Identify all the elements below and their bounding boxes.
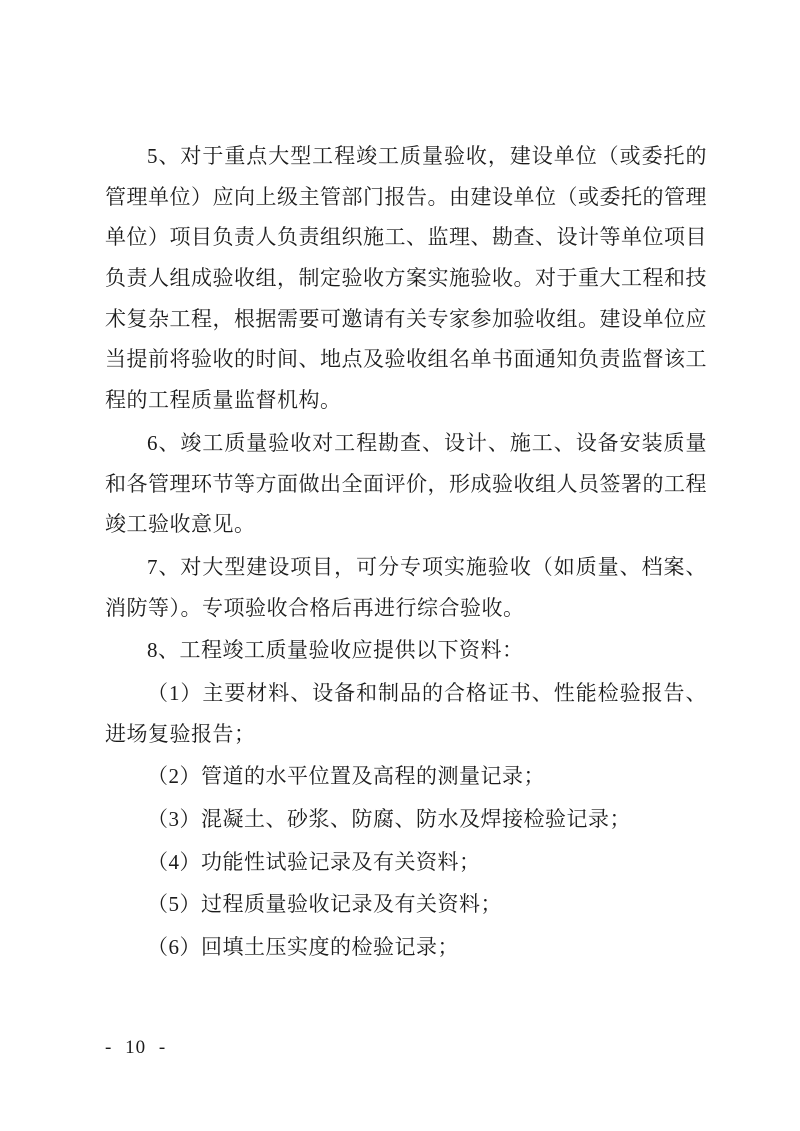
- page-number: - 10 -: [105, 1037, 167, 1058]
- text-line: 负责人组成验收组，制定验收方案实施验收。对于重大工程和技: [105, 266, 707, 291]
- text-line: 6、竣工质量验收对工程勘查、设计、施工、设备安装质量: [147, 430, 707, 455]
- paragraph-subitem-2: [105, 756, 707, 797]
- paragraph-subitem-1: [105, 673, 707, 754]
- paragraph-item-5: [105, 136, 707, 421]
- text-line: 程的工程质量监督机构。: [105, 388, 342, 413]
- text-line: 当提前将验收的时间、地点及验收组名单书面通知负责监督该工: [105, 347, 707, 372]
- document-content: [105, 136, 707, 968]
- text-line: 竣工验收意见。: [105, 512, 256, 537]
- text-line: 术复杂工程，根据需要可邀请有关专家参加验收组。建设单位应: [105, 306, 707, 331]
- text-line: （2）管道的水平位置及高程的测量记录；: [147, 764, 545, 789]
- text-line: （6）回填土压实度的检验记录；: [147, 935, 459, 960]
- text-line: 消防等）。专项验收合格后再进行综合验收。: [105, 595, 525, 620]
- paragraph-item-7: [105, 547, 707, 628]
- text-line: 进场复验报告；: [105, 721, 256, 746]
- text-line: 单位）项目负责人负责组织施工、监理、勘查、设计等单位项目: [105, 225, 707, 250]
- text-line: 5、对于重点大型工程竣工质量验收，建设单位（或委托的: [147, 144, 707, 168]
- paragraph-item-8: [105, 630, 707, 671]
- text-line: 和各管理环节等方面做出全面评价，形成验收组人员签署的工程: [105, 471, 707, 496]
- text-line: 7、对大型建设项目，可分专项实施验收（如质量、档案、: [147, 554, 707, 579]
- text-line: （1）主要材料、设备和制品的合格证书、性能检验报告、: [147, 680, 707, 705]
- text-line: 管理单位）应向上级主管部门报告。由建设单位（或委托的管理: [105, 184, 707, 209]
- paragraph-subitem-3: [105, 799, 707, 840]
- paragraph-subitem-5: [105, 884, 707, 925]
- text-line: （5）过程质量验收记录及有关资料；: [147, 892, 502, 917]
- paragraph-subitem-6: [105, 927, 707, 968]
- text-line: 8、工程竣工质量验收应提供以下资料：: [147, 638, 524, 663]
- paragraph-subitem-4: [105, 842, 707, 883]
- text-line: （4）功能性试验记录及有关资料；: [147, 849, 481, 874]
- paragraph-item-6: [105, 423, 707, 545]
- text-line: （3）混凝土、砂浆、防腐、防水及焊接检验记录；: [147, 807, 631, 831]
